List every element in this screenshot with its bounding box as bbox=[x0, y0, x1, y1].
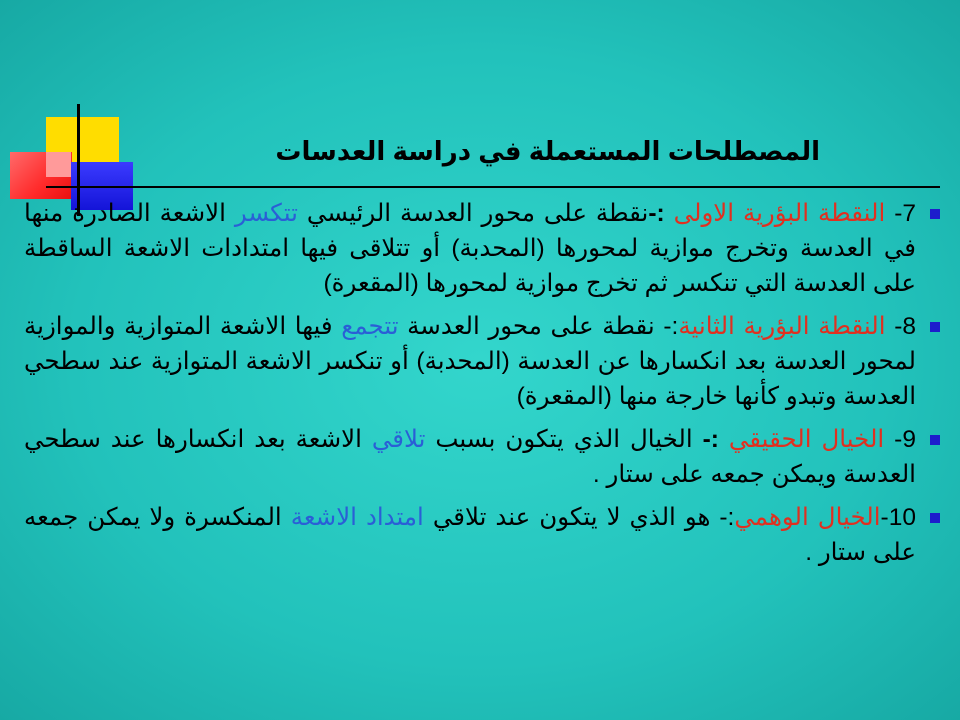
list-item bbox=[24, 422, 940, 492]
item-text: الاشعة بعد انكسارها عند سطحي العدسة ويمكن جمعه على ستار . bbox=[24, 426, 916, 488]
list-item bbox=[24, 196, 940, 301]
decor-overlap-square bbox=[46, 152, 71, 177]
item-text: نقطة على محور العدسة bbox=[398, 313, 655, 340]
slide-title: المصطلحات المستعملة في دراسة العدسات bbox=[275, 136, 820, 166]
item-text: نقطة على محور العدسة الرئيسي bbox=[297, 200, 649, 227]
item-number: 7- bbox=[894, 200, 916, 227]
item-text: الاشعة الصادرة منها في العدسة وتخرج موازية لمحورها (المحدبة) أو تتلاقى فيها امتدادات الاشعة الساقطة على العدسة التي تنكسر ثم تخرج موازية لمحورها (المقعرة) bbox=[24, 200, 916, 297]
title-underline bbox=[46, 186, 940, 188]
item-text: هو الذي لا يتكون عند تلاقي bbox=[423, 504, 711, 531]
item-highlight: تلاقي bbox=[371, 426, 426, 453]
item-separator: :- bbox=[654, 313, 679, 340]
item-text: فيها الاشعة المتوازية والموازية لمحور العدسة بعد انكسارها عن العدسة (المحدبة) أو تنكسر الاشعة المتوازية عند سطحي العدسة وتبدو كأنها خارجة منها (المقعرة) bbox=[24, 313, 916, 410]
item-term: النقطة البؤرية الثانية bbox=[678, 313, 886, 340]
bullet-icon bbox=[930, 322, 940, 332]
bullet-icon bbox=[930, 435, 940, 445]
slide-body bbox=[24, 196, 940, 578]
item-separator: :- bbox=[648, 200, 674, 227]
item-highlight: تتجمع bbox=[341, 313, 399, 340]
item-term: الخيال الوهمي bbox=[734, 504, 881, 531]
item-separator: :- bbox=[692, 426, 729, 453]
item-separator: :- bbox=[710, 504, 735, 531]
list-item bbox=[24, 309, 940, 414]
item-term: النقطة البؤرية الاولى bbox=[673, 200, 886, 227]
item-number: 8- bbox=[894, 313, 916, 340]
list-item bbox=[24, 500, 940, 570]
item-highlight: تتكسر bbox=[234, 200, 298, 227]
item-term: الخيال الحقيقي bbox=[728, 426, 885, 453]
item-text: الخيال الذي يتكون بسبب bbox=[425, 426, 693, 453]
item-number: 9- bbox=[894, 426, 916, 453]
bullet-icon bbox=[930, 513, 940, 523]
bullet-icon bbox=[930, 209, 940, 219]
item-number: 10- bbox=[880, 504, 916, 531]
item-highlight: امتداد الاشعة bbox=[290, 504, 424, 531]
item-text: المنكسرة ولا يمكن جمعه على ستار . bbox=[24, 504, 916, 566]
